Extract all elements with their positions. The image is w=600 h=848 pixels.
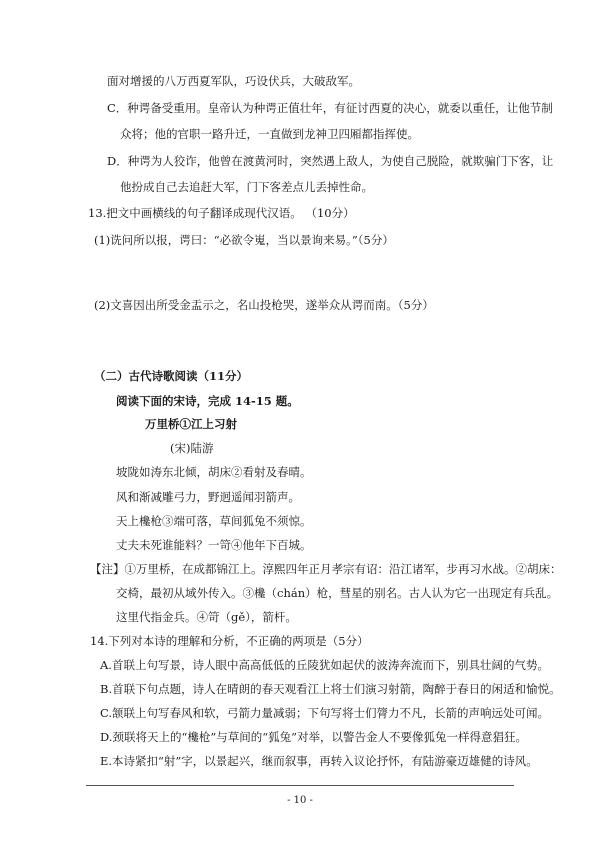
section-heading: （二）古代诗歌阅读（11分） xyxy=(94,369,249,383)
poem-line-4: 丈夫未死谁能料？一笴④他年下百城。 xyxy=(116,538,312,552)
poem-line-1: 坡陇如涛东北倾，胡床②看射及春晴。 xyxy=(116,465,312,479)
q14-option-c: C.颔联上句写春风和软，弓箭力量减弱；下句写将士们膂力不凡，长箭的声响远处可闻。 xyxy=(100,706,550,720)
page-number: - 10 - xyxy=(287,795,313,806)
poem-line-2: 风和渐减雕弓力，野迥遥闻羽箭声。 xyxy=(116,490,300,504)
q12-option-d-line1: D．种谔为人狡诈，他曾在渡黄河时，突然遇上敌人，为使自己脱险，就欺骗门下客，让 xyxy=(107,154,554,168)
q13-stem: 13.把文中画横线的句子翻译成现代汉语。 （10分） xyxy=(88,206,355,220)
poem-line-3: 天上欃枪③端可落，草间狐兔不须惊。 xyxy=(116,514,312,528)
q12-option-c-line2: 众将；他的官职一路升迁，一直做到龙神卫四厢都指挥使。 xyxy=(120,127,419,141)
q14-stem: 14.下列对本诗的理解和分析，不正确的两项是（5分） xyxy=(90,634,369,648)
poem-author: (宋)陆游 xyxy=(170,441,214,455)
q12-option-b-continuation: 面对增援的八万西夏军队，巧设伏兵，大破敌军。 xyxy=(107,74,360,88)
q14-option-e: E.本诗紧扣“射”字，以景起兴，继而叙事，再转入议论抒怀，有陆游豪迈雄健的诗风。 xyxy=(100,754,538,768)
footer-divider xyxy=(86,785,514,786)
note-line-2: 交椅，最初从域外传入。③欃（chán）枪，彗星的别名。古人认为它一出现定有兵乱。 xyxy=(116,586,559,600)
q14-option-a: A.首联上句写景，诗人眼中高高低低的丘陵犹如起伏的波涛奔流而下，别具壮阔的气势。 xyxy=(100,658,549,672)
poem-title: 万里桥①江上习射 xyxy=(145,417,237,431)
q14-option-d: D.颈联将天上的“欃枪”与草间的“狐兔”对举，以警告金人不要像狐兔一样得意猖狂。 xyxy=(100,730,527,744)
note-line-3: 这里代指金兵。④笴（gě），箭杆。 xyxy=(116,610,297,624)
note-line-1: 【注】①万里桥，在成都锦江上。淳熙四年正月孝宗有诏：沿江诸军，步再习水战。②胡床： xyxy=(90,562,562,576)
q12-option-d-line2: 他扮成自己去追赶大军，门下客差点儿丢掉性命。 xyxy=(120,180,373,194)
q13-sentence-1: (1)诜问所以报，谔曰：“必欲令嵬，当以景询来易。”（5分） xyxy=(94,233,394,247)
q14-option-b: B.首联下句点题，诗人在晴朗的春天观看江上将士们演习射箭，陶醉于春日的闲适和愉悦。 xyxy=(100,682,561,696)
q13-sentence-2: (2)文喜因出所受金盂示之，名山投枪哭，遂举众从谔而南。（5分） xyxy=(94,298,434,312)
q12-option-c-line1: C．种谔备受重用。皇帝认为种谔正值壮年，有征讨西夏的决心，就委以重任，让他节制 xyxy=(107,101,553,115)
section-instruction: 阅读下面的宋诗，完成 14-15 题。 xyxy=(116,394,299,408)
